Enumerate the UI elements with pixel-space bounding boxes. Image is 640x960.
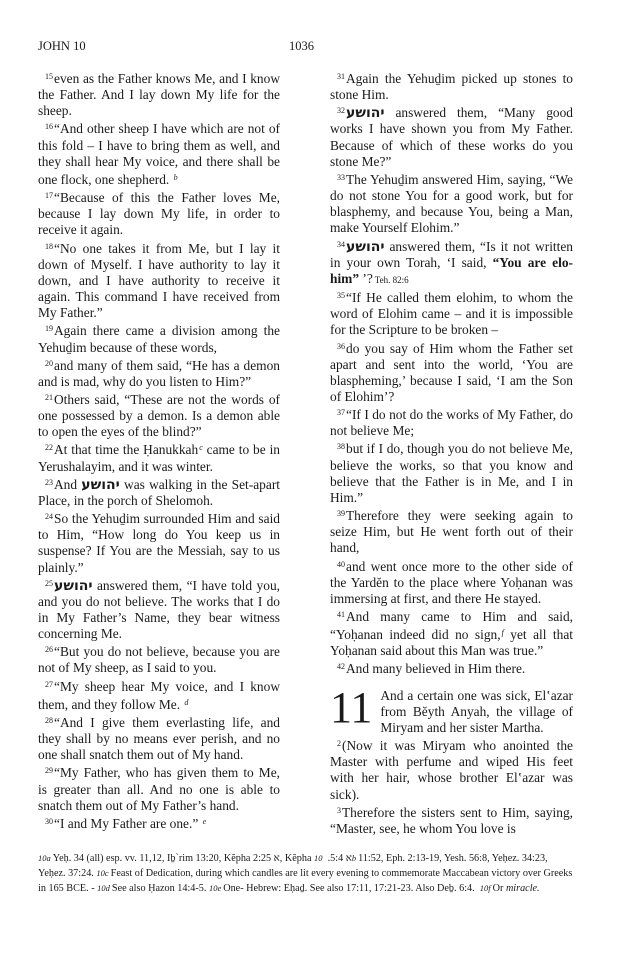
footnote-tag: 10a [38,853,51,863]
left-text-column [38,69,280,832]
verse-text: but if I do, though you do not believe Me, believe the works, so that you know and believe that the Father is in Me, and I in Him.” [330,441,573,505]
verse-number: 34 [337,239,345,249]
verse-text: came to be in Yerushalayim, and it was winter. [38,442,280,474]
verse-number: 26 [45,645,53,655]
page-number: 1036 [289,39,314,53]
verse-number: 17 [45,191,53,201]
hebrew-name: יהושע [346,105,385,122]
verse-number: 31 [337,72,345,81]
verse-26 [38,642,280,676]
verse-text: The Yehuḏim answered Him, saying, “We do not stone You for a good work, but for blasphemy, and because You, being a Man, make Yourself Elohim.” [330,171,573,236]
verse-11-3 [330,803,573,837]
verse-text: yet all that Yoḥanan said about this Man was true.” [330,627,573,659]
verse-number: 29 [45,766,53,776]
verse-text: “If He called them elohim, to whom the word of Elohim came – and it is impossible for the Scripture to be broken – [330,290,573,338]
footnote-marker[interactable]: f [501,628,504,638]
verse-text: “And other sheep I have which are not of this fold – I have to bring them as well, and they shall hear My voice, and there shall be one flock, one shepherd. [38,121,280,187]
footnote-text: 11:52, Eph. 2:13-19, Yesh. 56:8, Yeḥez. 34:23, Yeḥez. 37:24. [38,853,548,879]
verse-text: And a certain one was sick, El‛azar from Bĕyth Anyah, the village of Miryam and her sister Martha. [380,687,573,735]
footnote-marker[interactable]: c [199,443,203,453]
verse-17 [38,188,280,238]
verse-27 [38,677,280,713]
footnote-text: See also Ḥazon 14:4-5. [111,883,207,894]
verse-number: 23 [45,477,53,487]
verse-number: 32 [337,106,345,116]
verse-number: 39 [337,509,345,519]
verse-23 [38,475,280,509]
verse-number: 28 [45,715,53,725]
verse-text: “Because of this the Father loves Me, because I lay down My life, in order to receive it again. [38,190,280,238]
hebrew-name: יהושע [54,577,93,594]
verse-41 [330,607,573,659]
verse-text: answered them, “Many good works I have shown you from My Father. Because of which of these works do you stone Me?” [330,105,573,169]
verse-text: do you say of Him whom the Father set apart and sent into the world, ‘You are blaspheming,’ because I said, ‘I am the Son of Elohim’? [330,340,573,404]
chapter-number: 11 [330,682,373,732]
verse-text: and many of them said, “He has a demon and is mad, why do you listen to Him?” [38,357,280,389]
verse-text: “My sheep hear My voice, and I know them, and they follow Me. [38,678,280,712]
verse-text: “I and My Father are one.” [54,815,199,831]
right-text-column [330,69,573,837]
verse-29 [38,763,280,813]
verse-text: Again there came a division among the Yehuḏim because of these words, [38,323,280,355]
verse-text: answered them, “I have told you, and you do not believe. The works that I do in My Father’s Name, they bear witness concerning Me. [38,577,280,642]
footnote-text: Or [492,883,504,894]
chapter-11-start [330,682,573,837]
book-chapter-label: JOHN 10 [38,39,86,53]
footnote-text: One- Hebrew: Eḥaḏ. See also 17:11, 17:21-23. Also Deḇ. 6:4. [223,883,475,894]
verse-number: 42 [337,662,345,672]
verse-number: 38 [337,442,345,452]
verse-text: Again the Yehuḏim picked up stones to stone Him. [330,71,573,103]
verse-31 [330,69,573,103]
verse-18 [38,239,280,322]
verse-35 [330,288,573,338]
verse-number: 19 [45,324,53,334]
footnote-text: Feast of Dedication, during which candles are lit every evening to commemorate Maccabean victory over Greeks in 165 BCE. - [38,868,573,894]
footnote-tag: 10b [314,853,357,863]
verse-number: 15 [45,72,53,81]
footnotes [38,851,576,896]
footnote-tag: 10c [96,868,109,878]
verse-text: And [54,476,82,492]
verse-text: and went once more to the other side of the Yardĕn to the place where Yoḥanan was immersing at first, and there He stayed. [330,558,573,606]
verse-number: 36 [337,341,345,351]
footnote-text-italic: miracle. [505,883,540,894]
verse-number: 35 [337,291,345,301]
verse-text: “No one takes it from Me, but I lay it down of Myself. I have authority to lay it down, and I have authority to receive it again. This command I have received from My Father.” [38,240,280,321]
hebrew-name: יהושע [346,238,385,255]
verse-text: Therefore they were seeking again to seize Him, but He went forth out of their hand, [330,508,573,556]
verse-text: ’? [359,270,373,286]
verse-19 [38,321,280,355]
verse-15 [38,69,280,119]
verse-number: 33 [337,172,345,182]
quoted-scripture: “You are elohim” [330,254,573,286]
footnote-text: Yeḥ. 34 (all) esp. vv. 11,12, Iḇ`rim 13:20, Kĕpha א 2:25, Kĕpha א 5:4. [52,853,352,864]
footnote-tag: 10f [479,883,491,893]
verse-38 [330,439,573,506]
cross-reference[interactable]: Teh. 82:6 [374,274,409,285]
verse-39 [330,506,573,556]
footnote-marker[interactable]: e [202,816,207,826]
verse-number: 21 [45,392,53,402]
footnote-tag: 10e [208,883,222,893]
verse-21 [38,390,280,440]
hebrew-name: יהושע [81,476,120,493]
verse-42 [330,659,573,677]
verse-number: 3 [337,805,341,815]
verse-text: “If I do not do the works of My Father, do not believe Me; [330,407,573,439]
verse-22 [38,440,280,474]
verse-24 [38,509,280,576]
verse-number: 16 [45,122,53,132]
verse-33 [330,170,573,237]
verse-text: So the Yehuḏim surrounded Him and said to Him, “How long do You keep us in suspense? If You are the Messiah, say to us plainly.” [38,511,280,575]
verse-16 [38,119,280,188]
verse-text: even as the Father knows Me, and I know the Father. And I lay down My life for the sheep. [38,71,280,119]
verse-text: (Now it was Miryam who anointed the Master with perfume and wiped His feet with her hair, whose brother El‛azar was sick). [330,738,573,802]
running-header [38,39,602,55]
verse-text: At that time the Ḥanukkah [54,442,199,458]
verse-text: Others said, “These are not the words of one possessed by a demon. Is a demon able to open the eyes of the blind?” [38,391,280,440]
verse-text: “But you do not believe, because you are not of My sheep, as I said to you. [38,644,280,676]
verse-number: 37 [337,408,345,418]
verse-text: “And I give them everlasting life, and they shall by no means ever perish, and no one shall snatch them out of My hand. [38,714,280,763]
verse-number: 41 [337,610,345,619]
verse-25 [38,576,280,643]
verse-text: And many came to Him and said, “Yoḥanan indeed did no sign, [330,609,573,643]
verse-30 [38,814,280,832]
verse-number: 2 [337,739,341,749]
verse-20 [38,356,280,390]
verse-text: And many believed in Him there. [346,661,526,677]
verse-37 [330,405,573,439]
verse-number: 40 [337,559,345,569]
verse-number: 22 [45,443,53,453]
verse-number: 20 [45,358,53,368]
verse-11-2 [330,736,573,803]
footnote-tag: 10d [97,883,110,893]
verse-32 [330,103,573,170]
verse-36 [330,339,573,406]
footnote-marker[interactable]: d [184,697,189,707]
verse-number: 30 [45,816,53,826]
verse-28 [38,713,280,763]
verse-number: 27 [45,679,53,689]
verse-40 [330,557,573,607]
footnote-marker[interactable]: b [173,172,178,182]
verse-text: was walking in the Set-apart Place, in the porch of Shelomoh. [38,476,280,508]
verse-34 [330,237,573,288]
verse-number: 18 [45,241,53,251]
verse-number: 25 [45,578,53,588]
verse-number: 24 [45,512,53,522]
verse-text: Therefore the sisters sent to Him, saying, “Master, see, he whom You love is [330,804,573,836]
verse-text: “My Father, who has given them to Me, is greater than all. And no one is able to snatch them out of My Father’s hand. [38,765,280,813]
verse-text: answered them, “Is it not written in your own Torah, ‘I said, [330,238,573,270]
